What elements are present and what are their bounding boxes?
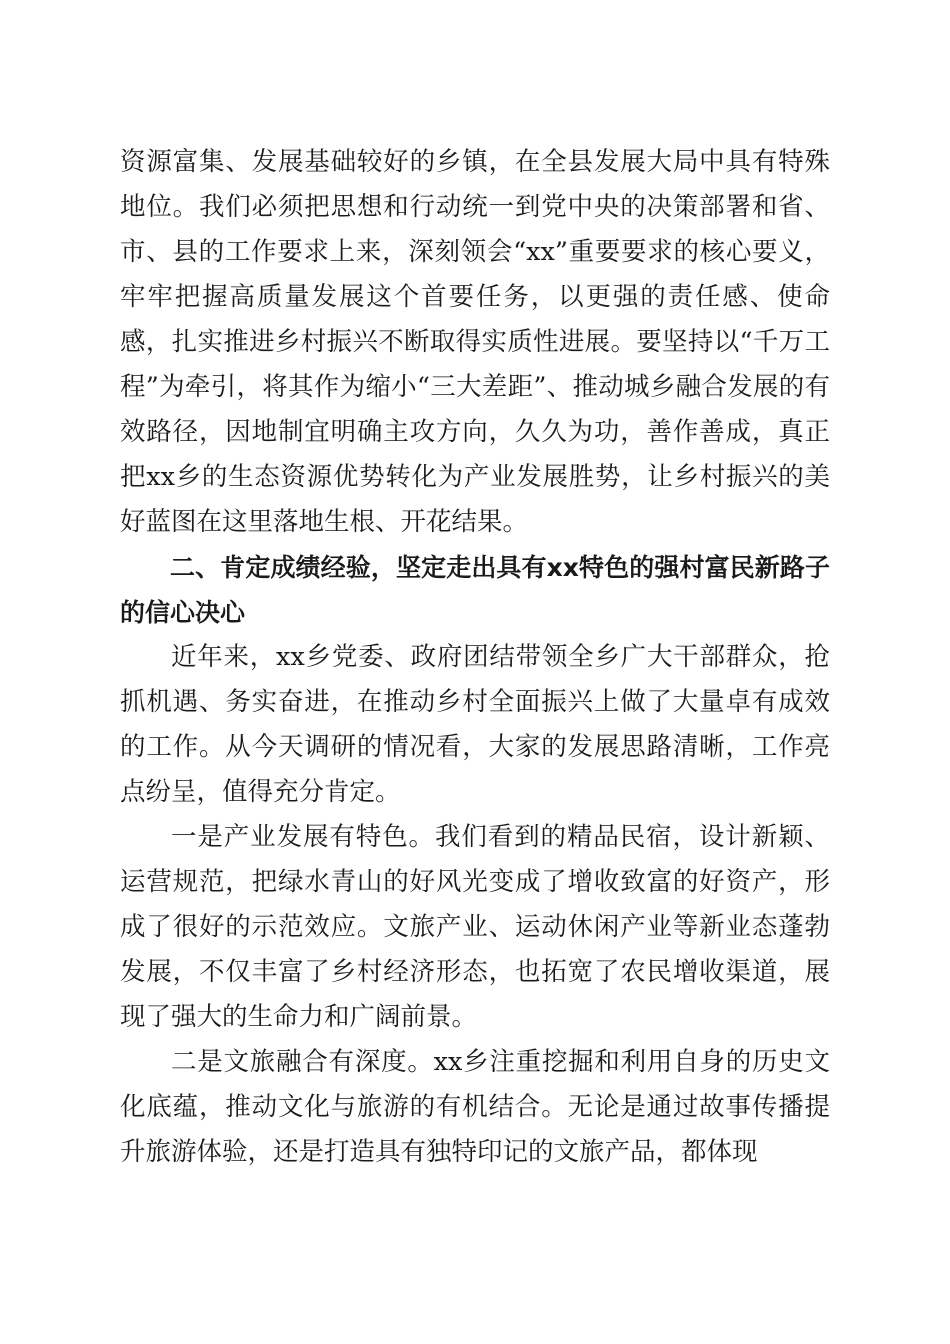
paragraph-intro: 近年来，xx乡党委、政府团结带领全乡广大干部群众，抢抓机遇、务实奋进，在推动乡村全面振兴上做了大量卓有成效的工作。从今天调研的情况看，大家的发展思路清晰，工作亮点纷呈，值得充分肯定。: [120, 642, 830, 807]
paragraph-body: xx乡注重挖掘和利用自身的历史文化底蕴，推动文化与旅游的有机结合。无论是通过故事传播提升旅游体验，还是打造具有独特印记的文旅产品，都体现: [120, 1047, 830, 1167]
paragraph-industry: [120, 815, 830, 1040]
paragraph-culture-tourism: [120, 1040, 830, 1175]
paragraph-lead: 二是文旅融合有深度。: [171, 1047, 434, 1077]
document-page: [120, 140, 830, 1175]
paragraph-lead: 一是产业发展有特色。: [171, 822, 435, 852]
paragraph-body: 我们看到的精品民宿，设计新颖、运营规范，把绿水青山的好风光变成了增收致富的好资产，形成了很好的示范效应。文旅产业、运动休闲产业等新业态蓬勃发展，不仅丰富了乡村经济形态，也拓宽了农民增收渠道，展现了强大的生命力和广阔前景。: [120, 822, 830, 1032]
paragraph-continuation: 资源富集、发展基础较好的乡镇，在全县发展大局中具有特殊地位。我们必须把思想和行动统一到党中央的决策部署和省、市、县的工作要求上来，深刻领会“xx”重要要求的核心要义，牢牢把握高质量发展这个首要任务，以更强的责任感、使命感，扎实推进乡村振兴不断取得实质性进展。要坚持以“千万工程”为牵引，将其作为缩小“三大差距”、推动城乡融合发展的有效路径，因地制宜明确主攻方向，久久为功，善作善成，真正把xx乡的生态资源优势转化为产业发展胜势，让乡村振兴的美好蓝图在这里落地生根、开花结果。: [120, 147, 830, 537]
section-heading: 二、肯定成绩经验，坚定走出具有xx特色的强村富民新路子的信心决心: [120, 553, 830, 627]
